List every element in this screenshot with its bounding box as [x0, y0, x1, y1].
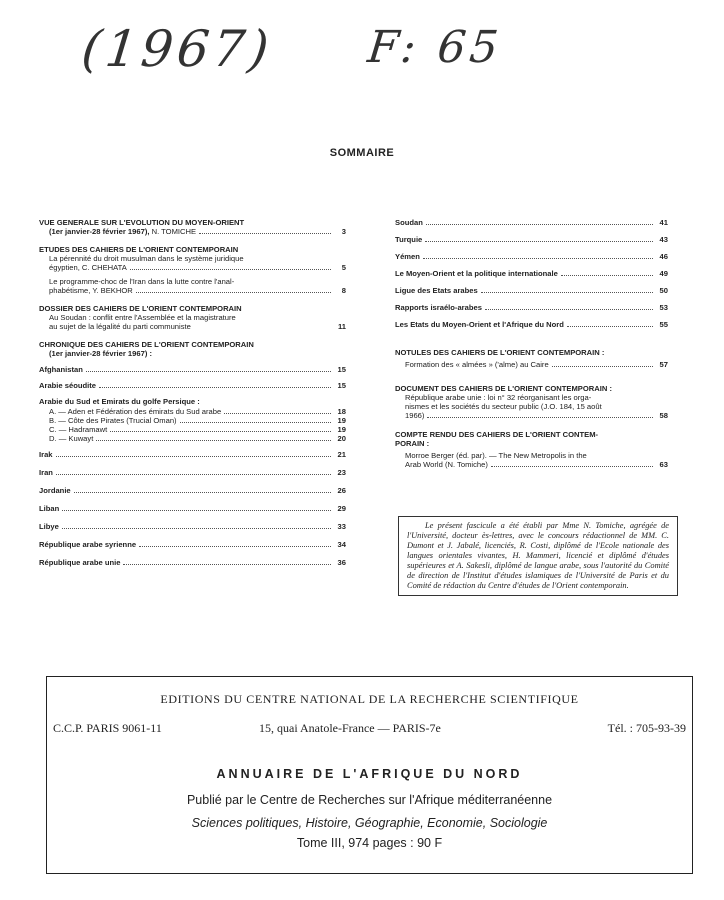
toc-row: Yémen 46: [395, 252, 668, 261]
section-dates: (1er janvier-28 février 1967) :: [49, 349, 152, 358]
toc-row: [39, 286, 346, 295]
annuaire-tome: Tome III, 974 pages : 90 F: [296, 836, 443, 850]
section-title: CHRONIQUE DES CAHIERS DE L'ORIENT CONTEMPORAIN: [39, 340, 254, 349]
toc-section-etudes: [39, 245, 346, 295]
toc-left-column: [39, 218, 346, 567]
toc-section-document: [395, 384, 668, 420]
toc-row: Turquie 43: [395, 235, 668, 244]
section-title: NOTULES DES CAHIERS DE L'ORIENT CONTEMPORAIN :: [395, 348, 605, 357]
section-title: ETUDES DES CAHIERS DE L'ORIENT CONTEMPORAIN: [39, 245, 239, 254]
publisher-address: 15, quai Anatole-France — PARIS-7e: [259, 721, 441, 735]
toc-section-dossier: [39, 304, 346, 331]
toc-row: A. — Aden et Fédération des émirats du Sud arabe 18: [49, 407, 346, 416]
section-title: PORAIN :: [395, 439, 430, 448]
section-title: VUE GENERALE SUR L'EVOLUTION DU MOYEN-ORIENT: [39, 218, 245, 227]
publisher-phone: Tél. : 705-93-39: [607, 721, 686, 735]
annuaire-publisher: Publié par le Centre de Recherches sur l'Afrique méditerranéenne: [186, 793, 553, 807]
section-dates: (1er janvier-28 février 1967),: [49, 227, 150, 236]
toc-row: Formation des « almées » ('alme) au Caire 57: [405, 360, 668, 369]
toc-text: République arabe unie : loi n° 32 réorganisant les orga-: [405, 393, 592, 402]
toc-row: Rapports israélo-arabes 53: [395, 303, 668, 312]
toc-section-vue-generale: [39, 218, 346, 236]
toc-text: nismes et les sociétés du secteur public (J.O. 184, 15 août: [405, 402, 602, 411]
section-title: DOSSIER DES CAHIERS DE L'ORIENT CONTEMPORAIN: [39, 304, 242, 313]
toc-text: Au Soudan : conflit entre l'Assemblée et la magistrature: [49, 313, 236, 322]
toc-section-compte-rendu: [395, 430, 668, 469]
toc-row: Les Etats du Moyen-Orient et l'Afrique du Nord 55: [395, 320, 668, 329]
toc-text: égyptien, C. CHEHATA: [49, 263, 127, 272]
page-number: 11: [337, 322, 346, 331]
page-title: SOMMAIRE: [329, 147, 395, 159]
ccp-number: C.C.P. PARIS 9061-11: [53, 721, 162, 735]
handwritten-ref: F: 65: [365, 22, 505, 73]
toc-right-column: [395, 218, 668, 469]
publisher-name: EDITIONS DU CENTRE NATIONAL DE LA RECHERCHE SCIENTIFIQUE: [160, 692, 579, 706]
toc-row: Soudan 41: [395, 218, 668, 227]
toc-text: La pérennité du droit musulman dans le système juridique: [49, 254, 244, 263]
gulf-title: Arabie du Sud et Emirats du golfe Persique :: [39, 397, 200, 406]
toc-row: Arabie séoudite 15: [39, 381, 346, 390]
toc-section-chronique: [39, 340, 346, 567]
toc-row: Irak 21: [39, 450, 346, 459]
editorial-note: Le présent fascicule a été établi par Mme N. Tomiche, agrégée de l'Université, docteur ès-lettres, avec le concours rédactionnel de MM. C. Dumont et J. Jabalé, licenciés, R. Costi, diplômé de l'Ecole nationale des langues orientales vivantes, H. Mammeri, licencié et diplômé d'études supérieures et A. Sakesli, diplômé de langue arabe, sous l'autorité du Comité de direction de l'Institut d'études islamiques de l'Université de Paris et du Comité de rédaction du Centre d'études de l'Orient contemporain.: [398, 516, 678, 596]
handwritten-year: (1967): [78, 20, 276, 78]
toc-row: [39, 227, 346, 236]
section-title: DOCUMENT DES CAHIERS DE L'ORIENT CONTEMPORAIN :: [395, 384, 612, 393]
toc-row: Afghanistan 15: [39, 365, 346, 374]
toc-row: Arab World (N. Tomiche) 63: [405, 460, 668, 469]
toc-section-notules: [395, 348, 668, 369]
page-number: 3: [341, 227, 346, 236]
toc-text: Morroe Berger (éd. par). — The New Metropolis in the: [405, 451, 587, 460]
toc-row: République arabe unie 36: [39, 558, 346, 567]
section-title: COMPTE RENDU DES CAHIERS DE L'ORIENT CONTEM-: [395, 430, 599, 439]
toc-row: B. — Côte des Pirates (Trucial Oman) 19: [49, 416, 346, 425]
toc-row: [39, 263, 346, 272]
section-author: N. TOMICHE: [151, 227, 197, 236]
toc-text: au sujet de la légalité du parti communiste: [49, 322, 191, 331]
toc-row: Jordanie 26: [39, 486, 346, 495]
annuaire-title: ANNUAIRE DE L'AFRIQUE DU NORD: [216, 767, 523, 781]
toc-row: République arabe syrienne 34: [39, 540, 346, 549]
page-number: 5: [341, 263, 346, 272]
toc-row: Iran 23: [39, 468, 346, 477]
toc-row: C. — Hadramawt 19: [49, 425, 346, 434]
toc-text: phabétisme, Y. BEKHOR: [49, 286, 133, 295]
toc-row: [39, 322, 346, 331]
toc-text: Le programme-choc de l'Iran dans la lutte contre l'anal-: [49, 277, 235, 286]
annuaire-subjects: Sciences politiques, Histoire, Géographie, Economie, Sociologie: [191, 816, 548, 830]
page-number: 8: [341, 286, 346, 295]
toc-row: Ligue des Etats arabes 50: [395, 286, 668, 295]
toc-row: 1966) 58: [405, 411, 668, 420]
publisher-box: [46, 676, 693, 874]
toc-row: Le Moyen-Orient et la politique internationale 49: [395, 269, 668, 278]
toc-row: Libye 33: [39, 522, 346, 531]
toc-row: Liban 29: [39, 504, 346, 513]
toc-row: D. — Kuwayt 20: [49, 434, 346, 443]
